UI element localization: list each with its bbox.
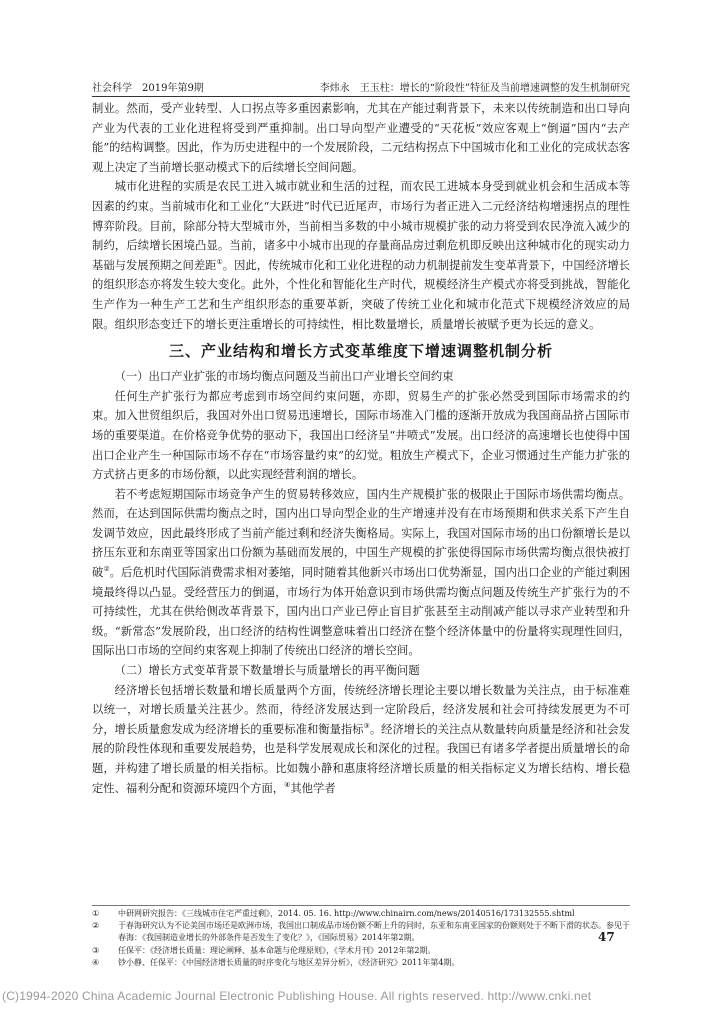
footnote [92,908,630,920]
subsection-title: （二）增长方式变革背景下数量增长与质量增长的再平衡问题 [114,664,420,678]
paragraph-text: 。因此，传统城市化和工业化进程的动力机制提前发生变革背景下，中国经济增长的组织形态亦将发生较大变化。此外，个性化和智能化生产时代，规模经济生产模式亦将受到挑战，智能化生产作为一种生产工艺和生产组织形态的重要革新，突破了传统工业化和城市化范式下规模经济效应的局限。组织形态变迁下的增长更注重增长的可持续性，相比数量增长，质量增长被赋予更为长远的意义。 [92,258,630,331]
paragraph-text: 其他学者 [290,781,336,795]
footnote-rule [92,905,630,906]
footnote-ref: ④ [284,780,291,789]
copyright-notice: (C)1994-2020 China Academic Journal Electronic Publishing House. All rights reserved. http://www.cnki.net [2,989,592,1003]
footnote-text: 任保平：《经济增长质量：理论阐释、基本命题与伦理原则》，《学术月刊》2012年第2期。 [118,945,436,955]
footnote [92,920,630,944]
footnote [92,945,630,957]
paragraph-text: 。后危机时代国际消费需求相对萎缩，同时随着其他新兴市场出口优势渐显，国内出口企业的产能过剩困境最终得以凸显。受经营压力的倒逼，市场行为体开始意识到市场供需均衡点问题及传统生产扩张行为的不可持续性，尤其在供给侧改革背景下，国内出口产业已停止盲目扩张甚至主动削减产能以寻求产业转型和升级。“新常态”发展阶段，出口经济的结构性调整意味着出口经济在整个经济体量中的份量将实现理性回归，国际出口市场的空间约束客观上抑制了传统出口经济的增长空间。 [92,566,630,658]
footnote-ref: ③ [363,722,370,731]
paragraph [92,485,630,661]
footnote-mark: ① [92,909,100,918]
footnote-ref: ② [103,565,110,574]
footnote-mark: ④ [92,957,100,967]
footnote [92,957,630,969]
running-header [92,79,630,95]
journal-name: 社会科学 2019年第9期 [92,83,204,94]
paragraph [92,681,630,799]
footnote-text: 于春海研究认为不论美国市场还是欧洲市场，我国出口制成品市场份额不断上升的同时，东亚和东南亚国家的份额则处于不断下滑的状态。参见于春海：《我国制造业增长的外部条件是否发生了变化？》，《国际贸易》2014年第2期。 [118,921,630,943]
footnotes [92,908,630,969]
paragraph: 制业。然而，受产业转型、人口拐点等多重因素影响，尤其在产能过剩背景下，未来以传统制造和出口导向产业为代表的工业化进程将受到严重抑制。出口导向型产业遭受的“天花板”效应客观上“倒逼”国内“去产能”的结构调整。因此，作为历史进程中的一个发展阶段，二元结构拐点下中国城市化和工业化的完成状态客观上决定了当前增长驱动模式下的后续增长空间问题。 [92,102,630,174]
paragraph-text: 若不考虑短期国际市场竞争产生的贸易转移效应，国内生产规模扩张的极限止于国际市场供需均衡点。然而，在达到国际供需均衡点之时，国内出口导向型企业的生产增速并没有在市场预期和供求关系下产生自发调节效应，因此最终形成了当前产能过剩和经济失衡格局。实际上，我国对国际市场的出口份额增长是以挤压东亚和东南亚等国家出口份额为基础而发展的，中国生产规模的扩张使得国际市场供需均衡点很快被打破 [92,487,630,580]
paragraph-text: 。经济增长的关注点从数量转向质量是经济和社会发展的阶段性体现和重要发展趋势，也是科学发展观成长和深化的过程。我国已有诸多学者提出质量增长的命题，并构建了增长质量的相关指标。比如魏小静和惠康将经济增长质量的相关指标定义为增长结构、增长稳定性、福利分配和资源环境四个方面， [92,722,630,795]
paragraph-text: 城市化进程的实质是农民工进入城市就业和生活的过程，而农民工进城本身受到就业机会和生活成本等因素的约束。当前城市化和工业化“大跃进”时代已近尾声，市场行为者正进入二元经济结构增速拐点的理性博弈阶段。目前，除部分特大型城市外，当前相当多数的中小城市规模扩张的动力将受到农民净流入减少的制约，后续增长困境凸显。当前，诸多中小城市出现的存量商品房过剩危机即反映出这种城市化的现实动力基础与发展预期之间差距 [92,180,630,272]
footnote-text: 钞小静、任保平：《中国经济增长质量的时序变化与地区差异分析》，《经济研究》2011年第4期。 [118,957,460,967]
paragraph: 任何生产扩张行为都应考虑到市场空间约束问题，亦即，贸易生产的扩张必然受到国际市场需求的约束。加入世贸组织后，我国对外出口贸易迅速增长，国际市场准入门槛的逐渐开放成为我国商品挤占国际市场的重要渠道。在价格竞争优势的驱动下，我国出口经济呈“井喷式”发展。出口经济的高速增长也使得中国出口企业产生一种国际市场不存在“市场容量约束”的幻觉。粗放生产模式下，企业习惯通过生产能力扩张的方式挤占更多的市场份额，以此实现经营利润的增长。 [92,389,630,482]
page-number: 47 [598,930,615,944]
section-title: 三、产业结构和增长方式变革维度下增速调整机制分析 [168,342,553,361]
footnote-mark: ② [92,921,100,931]
paragraph [92,177,630,334]
paragraph-text: 经济增长包括增长数量和增长质量两个方面，传统经济增长理论主要以增长数量为关注点，由于标准难以统一，对增长质量关注甚少。然而，待经济发展达到一定阶段后，经济发展和社会可持续发展更为不可分，增长质量愈发成为经济增长的重要标准和衡量指标 [92,683,630,736]
header-rule [92,96,630,97]
footnote-text: 中研网研究报告：《三线城市住宅严重过剩》，2014. 05. 16. http://www.chinairn.com/news/20140516/173132555.shtml [118,909,575,918]
subsection-title: （一）出口产业扩张的市场均衡点问题及当前出口产业增长空间约束 [114,370,454,384]
footnote-mark: ③ [92,945,100,955]
authors-title: 李炜永 王玉柱：增长的“阶段性”特征及当前增速调整的发生机制研究 [319,83,630,94]
footnote-ref: ① [216,257,223,266]
article-body [92,99,630,798]
